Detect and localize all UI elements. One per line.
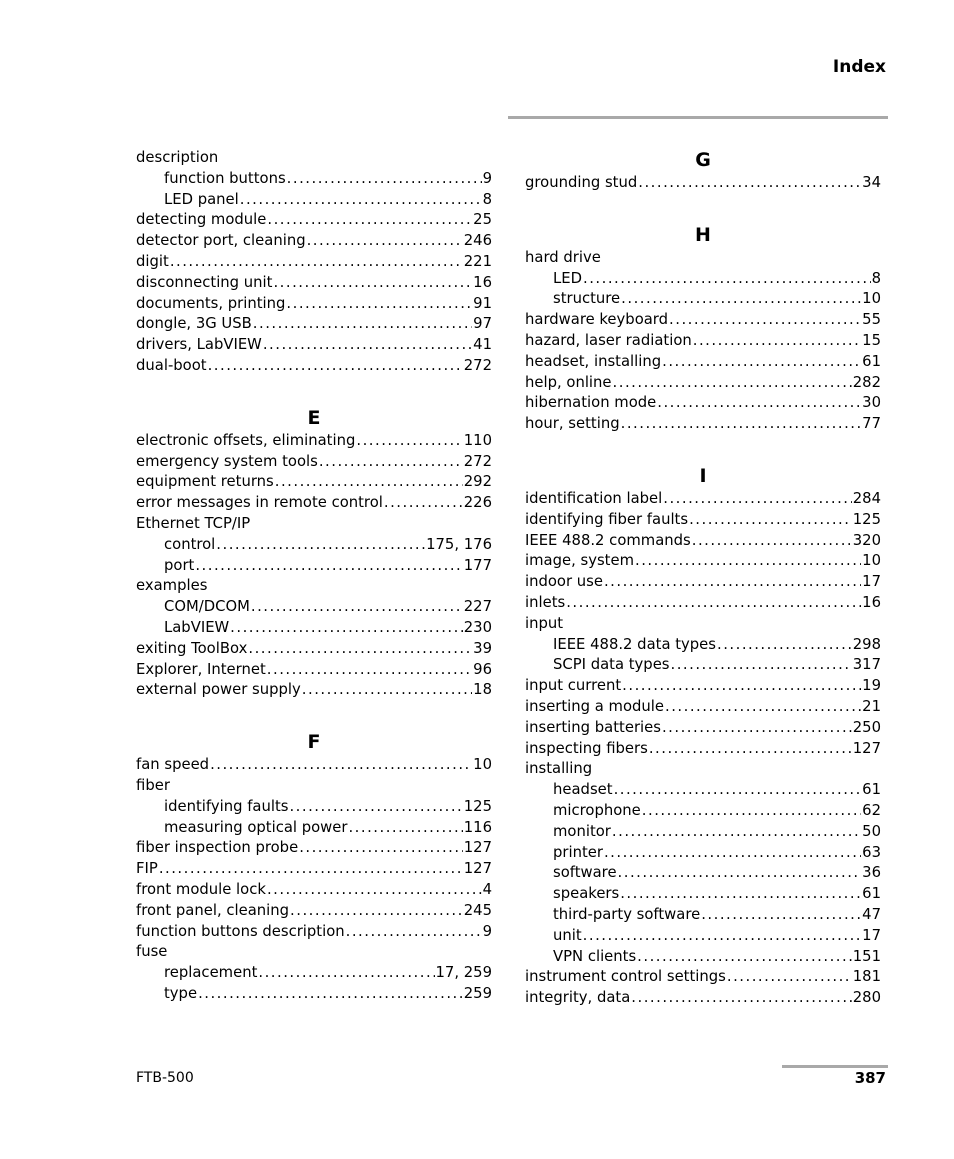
section-gap [525, 435, 881, 463]
index-term: third-party software [553, 905, 701, 923]
index-term: structure [553, 290, 621, 308]
index-term: function buttons description [136, 922, 345, 940]
dot-leader [253, 314, 472, 335]
index-term: image, system [525, 552, 634, 570]
dot-leader [267, 880, 482, 901]
index-page-ref: 77 [862, 415, 881, 433]
dot-leader [248, 639, 472, 660]
dot-leader [583, 926, 861, 947]
index-term: Ethernet TCP/IP [136, 514, 251, 532]
index-subentry [525, 269, 881, 290]
index-page-ref: 25 [473, 211, 492, 229]
index-page-ref: 16 [473, 273, 492, 291]
index-page-ref: 181 [852, 968, 881, 986]
index-subentry [136, 984, 492, 1005]
dot-leader [273, 273, 472, 294]
index-section-letter: F [307, 731, 321, 754]
index-subentry [525, 801, 881, 822]
index-page-ref: 127 [463, 860, 492, 878]
index-term: replacement [164, 964, 258, 982]
index-subentry [136, 169, 492, 190]
index-section-letter: H [695, 223, 711, 246]
index-term: indoor use [525, 573, 603, 591]
index-subentry [525, 635, 881, 656]
dot-leader [384, 493, 463, 514]
index-entry [525, 489, 881, 510]
index-subentry [525, 863, 881, 884]
index-subentry [136, 597, 492, 618]
index-entry [525, 718, 881, 739]
index-term: fiber [136, 776, 170, 794]
index-term: equipment returns [136, 473, 274, 491]
index-page-ref: 15 [862, 331, 881, 349]
index-term: VPN clients [553, 947, 637, 965]
index-term: hibernation mode [525, 394, 657, 412]
index-page-ref: 61 [862, 352, 881, 370]
index-entry [525, 393, 881, 414]
index-term: Explorer, Internet [136, 660, 266, 678]
index-page-ref: 127 [463, 839, 492, 857]
index-term: software [553, 864, 617, 882]
index-term: emergency system tools [136, 452, 318, 470]
index-subentry [525, 947, 881, 968]
dot-leader [286, 294, 472, 315]
header-divider [508, 116, 888, 119]
dot-leader [727, 967, 852, 988]
dot-leader [638, 173, 861, 194]
index-term: identification label [525, 489, 663, 507]
index-page-ref: 17 [862, 573, 881, 591]
dot-leader [637, 947, 852, 968]
dot-leader [635, 551, 861, 572]
index-page-ref: 282 [852, 373, 881, 391]
index-term: inserting batteries [525, 718, 661, 736]
index-entry [136, 880, 492, 901]
dot-leader [665, 697, 861, 718]
dot-leader [692, 531, 852, 552]
index-term: examples [136, 577, 208, 595]
index-subentry [525, 780, 881, 801]
index-page-ref: 96 [473, 660, 492, 678]
index-subentry [525, 905, 881, 926]
dot-leader [612, 822, 861, 843]
dot-leader [216, 535, 425, 556]
index-page-ref: 97 [473, 315, 492, 333]
index-page-ref: 9 [482, 169, 492, 187]
index-entry [525, 614, 881, 635]
index-subentry [136, 190, 492, 211]
dot-leader [287, 169, 482, 190]
index-term: input current [525, 677, 622, 695]
index-entry [525, 697, 881, 718]
index-entry [525, 248, 881, 269]
index-term: identifying faults [164, 797, 289, 815]
index-term: inlets [525, 593, 566, 611]
dot-leader [717, 635, 852, 656]
index-entry [136, 776, 492, 797]
index-term: FIP [136, 860, 158, 878]
index-entry [525, 173, 881, 194]
dot-leader [614, 780, 862, 801]
index-entry [136, 335, 492, 356]
index-page-ref: 8 [871, 269, 881, 287]
index-term: grounding stud [525, 174, 638, 191]
index-entry [136, 576, 492, 597]
index-entry [136, 838, 492, 859]
index-entry [136, 922, 492, 943]
index-page-ref: 175, 176 [426, 535, 492, 553]
index-page-ref: 19 [862, 677, 881, 695]
index-entry [525, 967, 881, 988]
index-subentry [136, 797, 492, 818]
index-page-ref: 55 [862, 311, 881, 329]
index-section-letter: G [695, 149, 711, 171]
index-term: hazard, laser radiation [525, 331, 692, 349]
index-page-ref: 34 [862, 174, 881, 191]
index-page-ref: 116 [463, 818, 492, 836]
index-term: fuse [136, 943, 168, 961]
index-term: digit [136, 252, 169, 270]
index-section-letter: E [307, 406, 321, 429]
index-page-ref: 227 [463, 598, 492, 616]
index-term: help, online [525, 373, 612, 391]
section-gap [525, 194, 881, 222]
index-term: printer [553, 843, 603, 861]
index-section-letter: I [699, 464, 707, 487]
index-entry [525, 310, 881, 331]
index-subentry [136, 618, 492, 639]
index-term: headset [553, 781, 613, 799]
index-term: LED panel [164, 190, 239, 208]
dot-leader [307, 231, 463, 252]
index-term: fiber inspection probe [136, 839, 299, 857]
dot-leader [621, 289, 861, 310]
index-page-ref: 17 [862, 926, 881, 944]
dot-leader [319, 452, 463, 473]
index-term: SCPI data types [553, 656, 670, 674]
index-page-ref: 36 [862, 864, 881, 882]
index-entry [136, 431, 492, 452]
index-page-ref: 284 [852, 489, 881, 507]
index-subentry [525, 843, 881, 864]
dot-leader [159, 859, 463, 880]
index-page-ref: 320 [852, 531, 881, 549]
dot-leader [230, 618, 463, 639]
index-page-ref: 125 [852, 510, 881, 528]
index-entry [136, 231, 492, 252]
dot-leader [195, 556, 462, 577]
index-term: unit [553, 926, 582, 944]
index-page-ref: 21 [862, 697, 881, 715]
index-entry [525, 759, 881, 780]
index-term: identifying fiber faults [525, 510, 689, 528]
index-page-ref: 63 [862, 843, 881, 861]
dot-leader [290, 901, 463, 922]
index-term: description [136, 149, 219, 166]
dot-leader [701, 905, 861, 926]
index-term: control [164, 535, 216, 553]
index-page-ref: 280 [852, 989, 881, 1007]
dot-leader [267, 210, 472, 231]
index-page-ref: 259 [463, 984, 492, 1002]
index-subentry [136, 963, 492, 984]
dot-leader [620, 884, 861, 905]
index-page-ref: 30 [862, 394, 881, 412]
index-term: inserting a module [525, 697, 664, 715]
index-page-ref: 221 [463, 252, 492, 270]
dot-leader [662, 352, 861, 373]
index-page-ref: 127 [852, 739, 881, 757]
index-page-ref: 50 [862, 822, 881, 840]
index-term: exiting ToolBox [136, 639, 248, 657]
index-page-ref: 292 [463, 473, 492, 491]
index-term: dual-boot [136, 356, 207, 374]
index-page-ref: 17, 259 [435, 964, 492, 982]
page-header-title: Index [832, 57, 886, 77]
index-entry [525, 551, 881, 572]
index-subentry [136, 535, 492, 556]
index-page-ref: 245 [463, 901, 492, 919]
index-entry [136, 273, 492, 294]
index-subentry [525, 289, 881, 310]
index-subentry [136, 818, 492, 839]
index-entry [525, 414, 881, 435]
dot-leader [604, 843, 861, 864]
dot-leader [657, 393, 861, 414]
index-entry [136, 314, 492, 335]
index-entry [525, 331, 881, 352]
index-entry [525, 373, 881, 394]
dot-leader [621, 414, 862, 435]
dot-leader [663, 489, 851, 510]
index-term: documents, printing [136, 294, 286, 312]
section-gap [136, 701, 492, 729]
index-page-ref: 47 [862, 905, 881, 923]
index-page-ref: 10 [862, 552, 881, 570]
dot-leader [263, 335, 472, 356]
index-entry [136, 294, 492, 315]
index-term: integrity, data [525, 989, 631, 1007]
index-subentry [525, 655, 881, 676]
index-page-ref: 18 [473, 681, 492, 699]
section-gap [136, 377, 492, 405]
index-entry [136, 148, 492, 169]
index-term: headset, installing [525, 352, 662, 370]
index-term: dongle, 3G USB [136, 315, 252, 333]
dot-leader [566, 593, 861, 614]
index-term: instrument control settings [525, 968, 726, 986]
index-term: monitor [553, 822, 611, 840]
index-page-ref: 10 [862, 290, 881, 308]
dot-leader [251, 597, 463, 618]
index-entry [136, 514, 492, 535]
dot-leader [267, 660, 472, 681]
index-entry [136, 755, 492, 776]
index-entry [136, 210, 492, 231]
index-term: LabVIEW [164, 618, 230, 636]
index-page-ref: 246 [463, 232, 492, 250]
footer-model: FTB-500 [136, 1070, 194, 1086]
index-term: drivers, LabVIEW [136, 336, 262, 354]
index-page-ref: 41 [473, 336, 492, 354]
index-entry [136, 942, 492, 963]
index-subentry [136, 556, 492, 577]
index-entry [525, 739, 881, 760]
index-page-ref: 230 [463, 618, 492, 636]
index-term: detector port, cleaning [136, 232, 306, 250]
dot-leader [299, 838, 463, 859]
index-entry [136, 680, 492, 701]
index-entry [136, 452, 492, 473]
index-term: hour, setting [525, 415, 620, 433]
index-term: input [525, 614, 564, 632]
index-subentry [525, 822, 881, 843]
index-term: installing [525, 760, 593, 778]
index-term: electronic offsets, eliminating [136, 431, 356, 449]
dot-leader [622, 676, 861, 697]
dot-leader [258, 963, 434, 984]
index-term: LED [553, 269, 582, 287]
dot-leader [170, 252, 463, 273]
page-number: 387 [854, 1069, 886, 1087]
dot-leader [198, 984, 463, 1005]
index-entry [525, 352, 881, 373]
index-term: COM/DCOM [164, 598, 250, 616]
dot-leader [689, 510, 852, 531]
index-term: fan speed [136, 756, 210, 774]
dot-leader [346, 922, 482, 943]
index-page-ref: 39 [473, 639, 492, 657]
dot-leader [356, 431, 462, 452]
index-entry [525, 988, 881, 1009]
index-entry [525, 510, 881, 531]
index-subentry [525, 884, 881, 905]
index-entry [525, 593, 881, 614]
dot-leader [348, 818, 462, 839]
dot-leader [693, 331, 861, 352]
dot-leader [604, 572, 861, 593]
index-page-ref: 110 [463, 431, 492, 449]
index-subentry [525, 926, 881, 947]
index-page-ref: 226 [463, 494, 492, 512]
index-page-ref: 250 [852, 718, 881, 736]
index-page-ref: 317 [852, 656, 881, 674]
index-page-ref: 16 [862, 593, 881, 611]
index-page-ref: 10 [473, 756, 492, 774]
index-column-right [525, 147, 881, 1009]
index-term: function buttons [164, 169, 286, 187]
index-page-ref: 4 [482, 880, 492, 898]
index-entry [136, 493, 492, 514]
index-page-ref: 272 [463, 452, 492, 470]
dot-leader [613, 373, 852, 394]
dot-leader [240, 190, 482, 211]
dot-leader [208, 356, 463, 377]
dot-leader [671, 655, 852, 676]
dot-leader [302, 680, 472, 701]
index-page-ref: 125 [463, 797, 492, 815]
index-term: IEEE 488.2 data types [553, 635, 716, 653]
index-entry [136, 859, 492, 880]
dot-leader [583, 269, 871, 290]
index-entry [136, 252, 492, 273]
index-term: hardware keyboard [525, 311, 669, 329]
index-term: disconnecting unit [136, 273, 273, 291]
index-page-ref: 9 [482, 922, 492, 940]
index-term: front module lock [136, 880, 266, 898]
index-entry [136, 472, 492, 493]
index-page-ref: 91 [473, 294, 492, 312]
dot-leader [649, 739, 852, 760]
dot-leader [631, 988, 851, 1009]
index-page-ref: 61 [862, 781, 881, 799]
index-page-ref: 8 [482, 190, 492, 208]
index-entry [136, 356, 492, 377]
index-term: IEEE 488.2 commands [525, 531, 691, 549]
index-term: type [164, 984, 198, 1002]
index-term: hard drive [525, 248, 601, 266]
dot-leader [210, 755, 472, 776]
footer-divider [782, 1065, 888, 1068]
dot-leader [642, 801, 861, 822]
index-term: inspecting fibers [525, 739, 648, 757]
index-page-ref: 61 [862, 885, 881, 903]
index-term: detecting module [136, 211, 267, 229]
dot-leader [669, 310, 861, 331]
index-term: external power supply [136, 681, 301, 699]
index-entry [525, 531, 881, 552]
index-entry [136, 639, 492, 660]
dot-leader [662, 718, 852, 739]
dot-leader [275, 472, 463, 493]
index-term: port [164, 556, 195, 574]
index-term: microphone [553, 801, 641, 819]
index-page-ref: 151 [852, 947, 881, 965]
index-term: front panel, cleaning [136, 901, 290, 919]
index-page-ref: 177 [463, 556, 492, 574]
index-page-ref: 62 [862, 801, 881, 819]
index-entry [525, 572, 881, 593]
index-entry [136, 901, 492, 922]
index-term: measuring optical power [164, 818, 348, 836]
dot-leader [618, 863, 862, 884]
index-entry [136, 660, 492, 681]
index-term: error messages in remote control [136, 494, 383, 512]
index-page-ref: 272 [463, 356, 492, 374]
index-column-left [136, 148, 492, 1005]
dot-leader [289, 797, 462, 818]
index-page-ref: 298 [852, 635, 881, 653]
index-term: speakers [553, 885, 620, 903]
index-entry [525, 676, 881, 697]
